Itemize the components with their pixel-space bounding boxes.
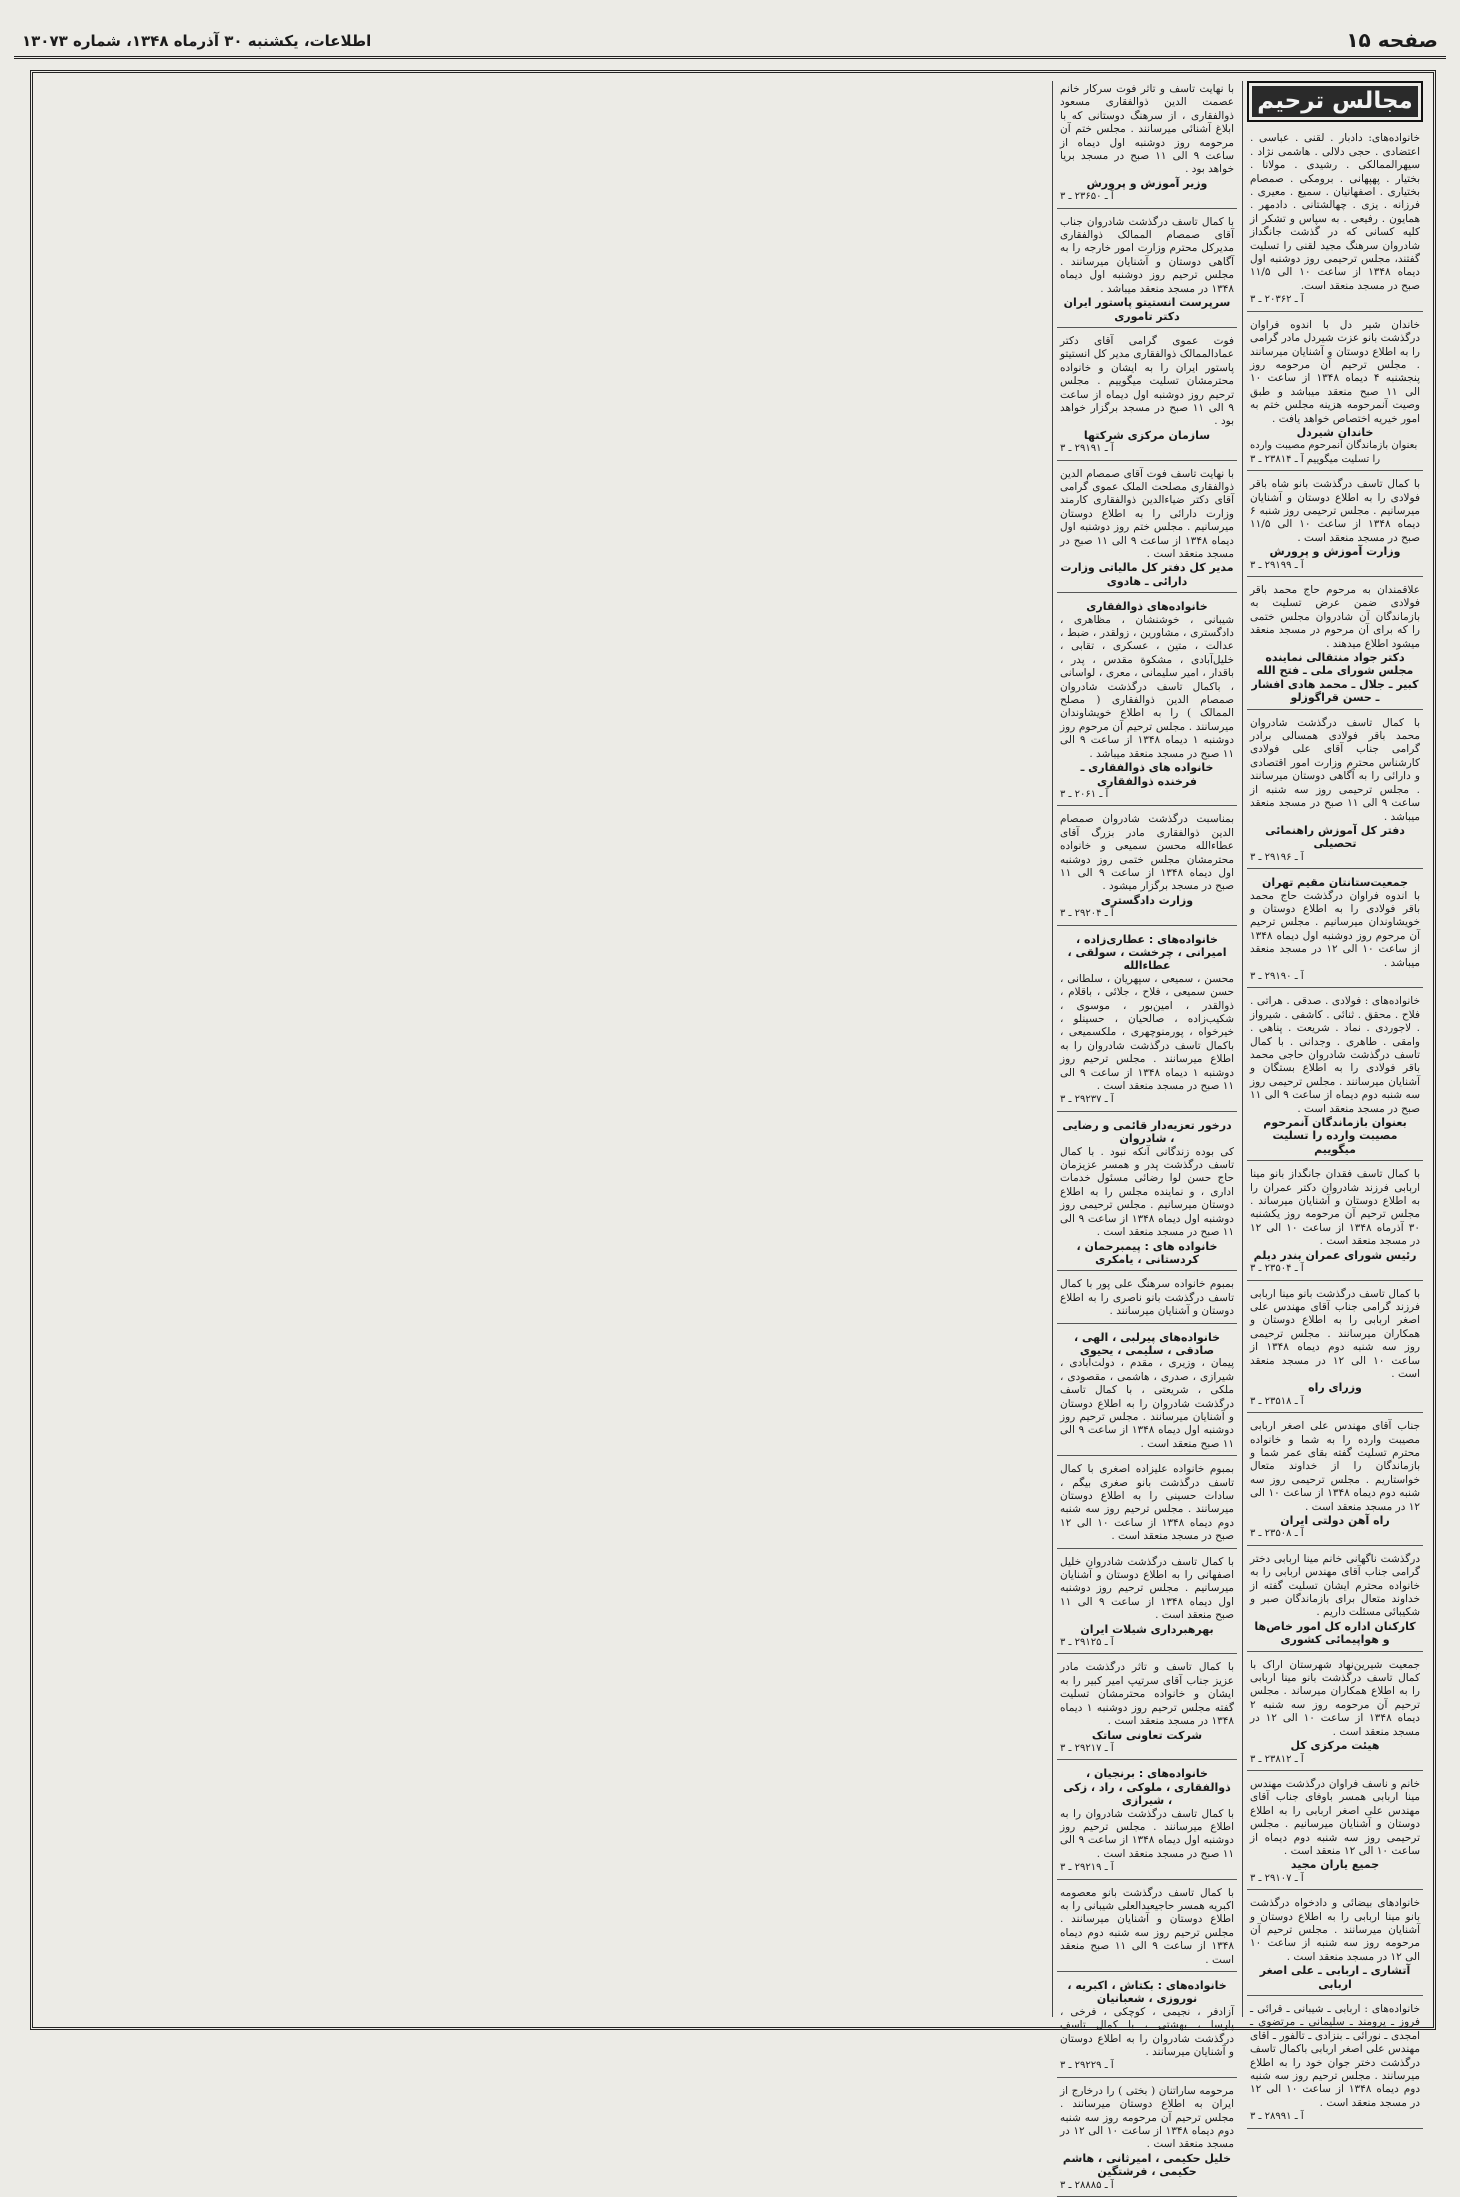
notice-signature: خانواده های ذوالفقاری ـ فرخنده ذوالفقاری	[1080, 761, 1214, 788]
notice	[1247, 1657, 1423, 1771]
notice-body: درگذشت ناگهانی خانم مینا اربابی دختر گرامی جناب آقای مهندس اربابی را به خانواده محترم ایشان تسلیت گفته از خداوند متعال برای بازماندگان صبر و شکیبائی مسئلت داریم .	[1250, 1552, 1420, 1619]
notice-signature: وزیر آموزش و پرورش	[1086, 176, 1208, 190]
page-number: صفحه ۱۵	[1346, 28, 1438, 52]
notice-heading: درخور تعزیه‌دار قائمی و رضایی ، شادروان	[1062, 1118, 1232, 1146]
notice-body: با نهایت تاسف فوت آقای صمصام الدین ذوالفقاری مصلحت الملک عموی گرامی آقای دکتر ضیاءالدین ذوالفقاری کارمند وزارت دارائی را به اطلاع دوستان میرسانیم . مجلس ختم روز دوشنبه اول دیماه ۱۳۴۸ از ساعت ۹ الی ۱۱ صبح در مسجد منعقد است .	[1060, 467, 1234, 560]
notice-code: آ ـ ۲۹۱۰۷ ـ ۳	[1250, 1872, 1304, 1884]
notice	[1247, 1776, 1423, 1890]
notice-body: با کمال تاسف درگذشت شادروان را به اطلاع میرسانند . مجلس ترحیم روز دوشنبه اول دیماه ۱۳۴۸ از ساعت ۹ الی ۱۱ صبح در مسجد منعقد است .	[1060, 1807, 1234, 1860]
notices-list	[1057, 81, 1237, 2197]
notice-body: بمناسبت درگذشت شادروان صمصام الدین ذوالفقاری مادر بزرگ آقای عطاءالله محسن سمیعی و خانواده محترمشان مجلس ختمی روز دوشنبه اول دیماه ۱۳۴۸ از ساعت ۹ الی ۱۱ صبح در مسجد برگزار میشود .	[1060, 813, 1234, 893]
notice-heading: خانواده‌های : برنجیان ، ذوالفقاری ، ملوکی ، راد ، زکی ، شیرازی	[1063, 1767, 1231, 1808]
notice-signature: خانواده های : پیمبرحمان ، کردستانی ، یامکری	[1076, 1239, 1218, 1266]
notice-code: بعنوان بازماندگان آنمرحوم مصیبت وارده را تسلیت میگوییم آ ـ ۲۳۸۱۴ ـ ۳	[1250, 440, 1418, 465]
notice-code: آ ـ ۲۹۱۹۱ ـ ۳	[1060, 443, 1114, 455]
notice-code: آ ـ ۲۰۳۶۲ ـ ۳	[1250, 294, 1304, 306]
notice-body: محسن ، سمیعی ، سپهریان ، سلطانی ، حسن سمیعی ، فلاح ، جلائی ، باقلام ، ذوالقدر ، امین‌بور ، موسوی ، شکیب‌زاده ، صالحیان ، حسینلو ، خیرخواه ، پورمنوچهری ، ملکسمیعی ، باکمال تاسف درگذشت شادروان را به اطلاع میرسانند . مجلس ترحیم روز دوشنبه ۱ دیماه ۱۳۴۸ از ساعت ۹ الی ۱۱ صبح در مسجد منعقد است .	[1060, 972, 1235, 1093]
notice	[1057, 598, 1237, 806]
notice-heading: خانواده‌های : عطاری‌زاده ، امیرانی ، چرخشت ، سولقی ، عطاءالله	[1067, 932, 1227, 973]
newspaper-page	[14, 14, 1446, 2191]
notice-body: خانواده‌های : اربابی ـ شیبانی ـ قرائی ـ فروز ـ پرومند ـ سلیمانی ـ مرتضوی ـ امجدی ـ نورائی ـ بنزادی ـ تالفور ـ آقای مهندس علی اصغر اربابی باکمال تاسف درگذشت دختر جوان خود را به اطلاع میرسانند . مجلس ترحیم روز سه شنبه دوم دیماه ۱۳۴۸ از ساعت ۱۰ الی ۱۲ در مسجد منعقد است .	[1250, 2003, 1421, 2109]
notice	[1057, 1659, 1237, 1760]
notice-code: آ ـ ۲۹۲۱۹ ـ ۳	[1060, 1862, 1114, 1874]
notice-code: آ ـ ۲۳۶۵۰ ـ ۳	[1060, 191, 1114, 203]
notice-code: آ ـ ۲۹۱۲۵ ـ ۳	[1060, 1637, 1114, 1649]
notice-code: آ ـ ۲۹۱۹۹ ـ ۳	[1250, 559, 1304, 571]
notice	[1247, 582, 1423, 710]
notice	[1057, 1765, 1237, 1879]
issue-info: اطلاعات، یکشنبه ۳۰ آذرماه ۱۳۴۸، شماره ۱۳۰۷۳	[22, 32, 372, 50]
notice-code: آ ـ ۲۹۲۲۹ ـ ۳	[1060, 2060, 1114, 2072]
notices-list	[1247, 130, 1423, 2128]
notice-body: خاندان شیر دل با اندوه فراوان درگذشت بانو عزت شیردل مادر گرامی را به اطلاع دوستان و آشنایان میرسانند . مجلس ترحیم آن مرحومه روز پنجشنبه ۴ دیماه ۱۳۴۸ از ساعت ۱۰ الی ۱۱ صبح منعقد میباشد و طبق وصیت آنمرحومه هزینه مجلس ختم به امور خیریه اختصاص خواهد یافت .	[1250, 318, 1420, 425]
notice-code: آ ـ ۲۹۲۰۴ ـ ۳	[1060, 908, 1114, 920]
notice-heading: خانواده‌های ذوالفقاری	[1086, 600, 1208, 614]
notice-signature: شرکت تعاونی ساتک	[1091, 1728, 1203, 1742]
notice-body: پیمان ، وزیری ، مقدم ، دولت‌آبادی ، شیرازی ، صدری ، هاشمی ، مقصودی ، ملکی ، شریعتی ، با کمال تاسف درگذشت شادروان را به اطلاع دوستان و آشنایان میرسانند . مجلس ترحیم روز دوشنبه اول دیماه ۱۳۴۸ از ساعت ۹ الی ۱۱ صبح منعقد است .	[1060, 1357, 1234, 1450]
notice-signature: خلیل حکیمی ، امیرثانی ، هاشم حکیمی ، فرشتگین	[1062, 2151, 1232, 2179]
notice-signature: راه آهن دولتی ایران	[1280, 1514, 1390, 1527]
notice-body: با کمال تاسف درگذشت بانو مینا اربابی فرزند گرامی جناب آقای مهندس علی اصغر اربابی را به اطلاع دوستان و همکاران میرسانند . مجلس ترحیمی روز سه شنبه دوم دیماه ۱۳۴۸ از ساعت ۱۰ الی ۱۲ در مسجد منعقد است .	[1250, 1287, 1420, 1380]
notice	[1247, 130, 1423, 311]
notice-body: بمبوم خانواده علیزاده اصغری با کمال تاسف درگذشت بانو صغری بیگم ، سادات حسینی را به اطلاع دوستان میرسانند . مجلس ترحیم روز سه شنبه دوم دیماه ۱۳۴۸ از ساعت ۱۰ الی ۱۲ صبح در مسجد منعقد است .	[1060, 1463, 1235, 1543]
section-banner-title: مجالس ترحیم	[1252, 86, 1418, 117]
page-header	[14, 26, 1446, 59]
notice-body: مرحومه ساراتنان ( بختی ) را درخارج از ایران به اطلاع دوستان میرسانند . مجلس ترحیم آن مرحومه روز سه شنبه دوم دیماه ۱۳۴۸ از ساعت ۱۰ الی ۱۲ در مسجد منعقد است .	[1060, 2084, 1235, 2151]
notice-signature: رئیس شورای عمران بندر دیلم	[1253, 1248, 1417, 1262]
notice	[1057, 811, 1237, 925]
notice-code: آ ـ ۲۳۵۱۸ ـ ۳	[1250, 1395, 1304, 1407]
notice	[1057, 81, 1237, 209]
notice-body: خانواده‌های: دادبار . لقنی . عباسی . اعتضادی . حجی دلالی . هاشمی نژاد . سیهرالممالکی . رشیدی . مولانا . بختیار . پهپهانی . برومکی . صمصام بختیاری . اصفهانیان . سمیع . معیری . فرزانه . یزی . چهالشتانی . دادمهر . همایون . رفیعی . به سپاس و تشکر از کلیه کسانی که در گذشت جانگداز شادروان سرهنگ مجید لقنی را تسلیت گفتند، مجلس ترحیمی روز دوشنبه اول دیماه ۱۳۴۸ از ساعت ۱۰ الی ۱۱/۵ صبح در مسجد منعقد است.	[1250, 132, 1420, 292]
notice	[1057, 1329, 1237, 1457]
notice-body: با کمال تاسف درگذشت بانو شاه باقر فولادی را به اطلاع دوستان و آشنایان میرسانیم . مجلس ترحیمی روز شنبه ۶ دیماه ۱۳۴۸ از ساعت ۱۰ الی ۱۱/۵ صبح در مسجد منعقد است .	[1250, 478, 1420, 544]
notice-body: خانوادهای بیضائی و دادخواه درگذشت بانو مینا اربابی را به اطلاع دوستان و آشنایان میرسانند . مجلس ترحیم آن مرحومه روز سه شنبه از ساعت ۱۰ الی ۱۲ در مسجد منعقد است .	[1250, 1897, 1420, 1963]
notice-code: آ ـ ۲۳۵۰۸ ـ ۳	[1250, 1528, 1304, 1540]
notice	[1247, 1166, 1423, 1280]
notice-signature: بعنوان بازماندگان آنمرحوم مصیبت وارده را تسلیت میگوییم	[1263, 1116, 1407, 1156]
notice-signature: دفتر کل آموزش راهنمائی تحصیلی	[1265, 823, 1405, 851]
notice	[1247, 1551, 1423, 1652]
notice-body: کی بوده زندگانی آنکه نبود . با کمال تاسف درگذشت پدر و همسر عزیزمان حاج حسن لوا رضائی مسئول خدمات اداری ، و نماینده مجلس را به اطلاع دوستان میرسانیم . مجلس ترحیمی روز دوشنبه اول دیماه ۱۳۴۸ از ساعت ۹ الی ۱۱ صبح در مسجد منعقد است .	[1060, 1145, 1234, 1239]
notice-signature: بهرهبرداری شیلات ایران	[1080, 1622, 1214, 1636]
notice-code: آ ـ ۲۸۹۹۱ ـ ۳	[1250, 2111, 1304, 2123]
column-divider	[1052, 81, 1053, 2017]
notice-body: با کمال تاسف درگذشت شادروان خلیل اصفهانی را به اطلاع دوستان و آشنایان میرسانیم . مجلس ترحیم روز دوشنبه اول دیماه ۱۳۴۸ از ساعت ۹ الی ۱۱ صبح منعقد است .	[1060, 1555, 1234, 1622]
notice-signature: مدیر کل دفتر کل مالیاتی وزارت دارائی ـ هادوی	[1060, 561, 1234, 588]
notice	[1057, 466, 1237, 594]
notice	[1247, 2001, 1423, 2129]
notice-heading: جمعیت‌ستانتان مقیم تهران	[1261, 876, 1409, 890]
notice-body: فوت عموی گرامی آقای دکتر عمادالممالک ذوالفقاری مدیر کل انستیتو پاستور ایران را به ایشان و خانواده محترمشان تسلیت میگوییم . مجلس ترحیم روز دوشنبه اول دیماه از ساعت ۹ الی ۱۱ صبح در مسجد برگزار خواهد بود .	[1060, 334, 1234, 428]
notice-signature: جمیع یاران مجید	[1290, 1858, 1380, 1872]
notice-body: با کمال تاسف درگذشت بانو معصومه اکبریه همسر حاجیعبدالعلی شیبانی را به اطلاع دوستان و آشنایان میرسانند . مجلس ترحیم روز سه شنبه دوم دیماه ۱۳۴۸ از ساعت ۹ الی ۱۱ صبح منعقد است .	[1060, 1886, 1235, 1966]
notice-code: آ ـ ۲۹۱۹۰ ـ ۳	[1250, 970, 1304, 982]
notice-signature: هیئت مرکزی کل	[1290, 1739, 1380, 1753]
notice-signature: سازمان مرکزی شرکتها	[1083, 428, 1211, 442]
notice-body: جمعیت شیرین‌نهاد شهرستان اراک با کمال تاسف درگذشت بانو مینا اربابی را به اطلاع همکاران میرساند . مجلس ترحیم آن مرحومه روز سه شنبه ۲ دیماه ۱۳۴۸ از ساعت ۱۰ الی ۱۲ در مسجد منعقد است .	[1250, 1658, 1420, 1738]
notice	[1057, 1276, 1237, 1323]
notice-signature: خاندان شیردل	[1296, 425, 1374, 439]
notice-body: با کمال تاسف و تاثر درگذشت مادر عزیز جناب آقای سرتیپ امیر کبیر را به ایشان و خانواده محترمشان تسلیت گفته مجلس ترحیم روز دوشنبه ۱ دیماه ۱۳۴۸ در مسجد منعقد است .	[1060, 1661, 1234, 1728]
notice-body: شیبانی ، خوشنشان ، مظاهری ، دادگستری ، مشاورین ، زولقدر ، ضبط ، عدالت ، متین ، عسکری ، تقابی ، خلیل‌آبادی ، مشکوة مقدس ، پدر ، باقدار ، امیر سلیمانی ، معری ، لواسانی ، باکمال تاسف درگذشت شادروان صمصام الدین ذوالفقاری ( مصلح الممالک ) را به اطلاع خویشاوندان میرسانند . مجلس ترحیم آن مرحوم روز دوشنبه ۱ دیماه ۱۳۴۸ از ساعت ۹ الی ۱۱ صبح در مسجد منعقد میباشد .	[1060, 613, 1235, 760]
notice	[1057, 1554, 1237, 1655]
notice-code: آ ـ ۲۹۲۱۷ ـ ۳	[1060, 1742, 1114, 1754]
notice-code: آ ـ ۲۸۸۸۵ ـ ۳	[1060, 2179, 1114, 2191]
column-divider	[1242, 81, 1243, 2017]
notice-code: آ ـ ۲۰۶۱ ـ ۳	[1060, 788, 1109, 800]
notice	[1057, 1117, 1237, 1271]
notice	[1057, 2083, 1237, 2197]
notice-code: آ ـ ۲۳۵۰۴ ـ ۳	[1250, 1263, 1304, 1275]
column-memorial-services	[1247, 81, 1423, 2123]
notice-signature: کارکنان اداره کل امور خاص‌ها و هواپیمائی کشوری	[1254, 1619, 1416, 1647]
notice-heading: خانواده‌های پیرلبی ، الهی ، صادقی ، سلیمی ، یحیوی	[1073, 1330, 1220, 1357]
notice-body: با نهایت تاسف و تاثر فوت سرکار خانم عصمت الدین ذوالفقاری مسعود ذوالفقاری ، از سرهنگ دوستانی که با ابلاغ آشنائی میرسانند . مجلس ختم آن مرحومه روز دوشنبه اول دیماه از ساعت ۹ الی ۱۱ صبح در مسجد بریا خواهد بود .	[1060, 83, 1234, 176]
notice-body: علاقمندان به مرحوم حاج محمد باقر فولادی ضمن عرض تسلیت به بازماندگان آن شادروان مجلس ختمی را که برای آن مرحوم در مسجد منعقد میشود اطلاع میدهند .	[1250, 584, 1420, 650]
notice-body: بمبوم خانواده سرهنگ علی پور با کمال تاسف درگذشت بانو ناصری را به اطلاع دوستان و آشنایان میرسانند .	[1060, 1278, 1234, 1318]
notice-body: جناب آقای مهندس علی اصغر اربابی مصیبت وارده را به شما و خانواده محترم تسلیت گفته بقای عمر شما و بازماندگان را از خداوند متعال خواستاریم . مجلس ترحیمی روز سه شنبه دوم دیماه ۱۳۴۸ از ساعت ۱۰ الی ۱۲ در مسجد منعقد است .	[1250, 1420, 1420, 1513]
notice-heading: خانواده‌های : بکتاش ، اکبریه ، نوروزی ، شعبانیان	[1067, 1979, 1227, 2006]
notice	[1247, 1418, 1423, 1546]
notice-code: آ ـ ۲۹۱۹۶ ـ ۳	[1250, 851, 1304, 863]
notice-code: آ ـ ۲۳۸۱۲ ـ ۳	[1250, 1753, 1304, 1765]
notice	[1057, 1461, 1237, 1548]
notice	[1247, 715, 1423, 869]
notice-body: با کمال تاسف درگذشت شادروان جناب آقای صمصام الممالک ذوالفقاری مدیرکل محترم وزارت امور خارجه را به آگاهی دوستان و آشنایان میرسانند . مجلس ترحیم روز دوشنبه اول دیماه ۱۳۴۸ در مسجد منعقد میباشد .	[1060, 215, 1234, 295]
notice-body: آزادفر ، نجیمی ، کوچکی ، فرخی ، پارسا ، بهشتی ، با کمال تاسف درگذشت شادروان را به اطلاع دوستان و آشنایان میرسانند .	[1060, 2005, 1234, 2059]
notice-signature: دکتر جواد منتقالی نماینده مجلس شورای ملی ـ فتح الله کبیر ـ جلال ـ محمد هادی افشار ـ حسن قراگوزلو	[1251, 651, 1419, 705]
notice-code: آ ـ ۲۹۲۳۷ ـ ۳	[1060, 1094, 1114, 1106]
notice-signature: سرپرست انستیتو پاستور ایران دکتر تاموری	[1063, 296, 1231, 323]
notice-signature: وزارت دادگستری	[1100, 893, 1194, 907]
section-banner-memorial	[1247, 81, 1423, 122]
notice	[1247, 874, 1423, 988]
notice-body: با اندوه فراوان درگذشت حاج محمد باقر فولادی را به اطلاع دوستان و خویشاوندان میرسانیم . مجلس ترحیم آن مرحوم روز دوشنبه اول دیماه ۱۳۴۸ از ساعت ۱۰ الی ۱۲ در مسجد منعقد میباشد .	[1250, 889, 1420, 969]
notice-signature: وزرای راه	[1308, 1381, 1362, 1395]
notice	[1247, 1895, 1423, 1996]
notice	[1247, 317, 1423, 471]
notice	[1247, 1286, 1423, 1414]
column-notices-2	[1057, 81, 1237, 2191]
notice-body: با کمال تاسف فقدان جانگداز بانو مینا اربابی فرزند شادروان دکتر عمران را به اطلاع دوستان و آشنایان میرساند . مجلس ترحیم آن مرحومه روز یکشنبه ۳۰ آذرماه ۱۳۴۸ از ساعت ۱۰ الی ۱۲ در مسجد منعقد است .	[1250, 1168, 1421, 1248]
notice-signature: وزارت آموزش و پرورش	[1269, 545, 1401, 559]
notice-body: خانم و ناسف فراوان درگذشت مهندس مینا اربابی همسر باوفای جناب آقای مهندس علی اصغر اربابی را به اطلاع دوستان و آشنایان میرسانیم . مجلس ترحیمی روز سه شنبه دوم دیماه از ساعت ۱۰ الی ۱۲ منعقد است .	[1250, 1777, 1420, 1857]
notice	[1057, 333, 1237, 461]
notice-body: خانواده‌های : فولادی . صدقی . هراتی . فلاح . محقق . ثنائی . کاشفی . شیرواز . لاجوردی . نماد . شریعت . پناهی . وامقی . طاهری . وجدانی . با کمال تاسف درگذشت شادروان حاجی محمد باقر فولادی را به اطلاع بستگان و آشنایان میرسانند . مجلس ترحیمی روز سه شنبه دوم دیماه از ساعت ۹ الی ۱۱ صبح در مسجد منعقد است .	[1250, 995, 1420, 1115]
notice	[1247, 476, 1423, 577]
notice-body: با کمال تاسف درگذشت شادروان محمد باقر فولادی همسالی برادر گرامی جناب آقای علی فولادی کارشناس محترم وزارت امور اقتصادی و دارائی را به آگاهی دوستان میرسانند . مجلس ترحیمی روز سه شنبه از ساعت ۹ الی ۱۱ صبح در مسجد منعقد میباشد .	[1250, 716, 1420, 823]
page-frame	[30, 70, 1436, 2191]
notice	[1057, 1885, 1237, 1972]
notice	[1057, 931, 1237, 1112]
notice	[1247, 993, 1423, 1161]
notice	[1057, 214, 1237, 328]
notice	[1057, 1977, 1237, 2078]
notice-signature: آتشاری ـ اربابی ـ علی اصغر اربابی	[1259, 1964, 1411, 1991]
